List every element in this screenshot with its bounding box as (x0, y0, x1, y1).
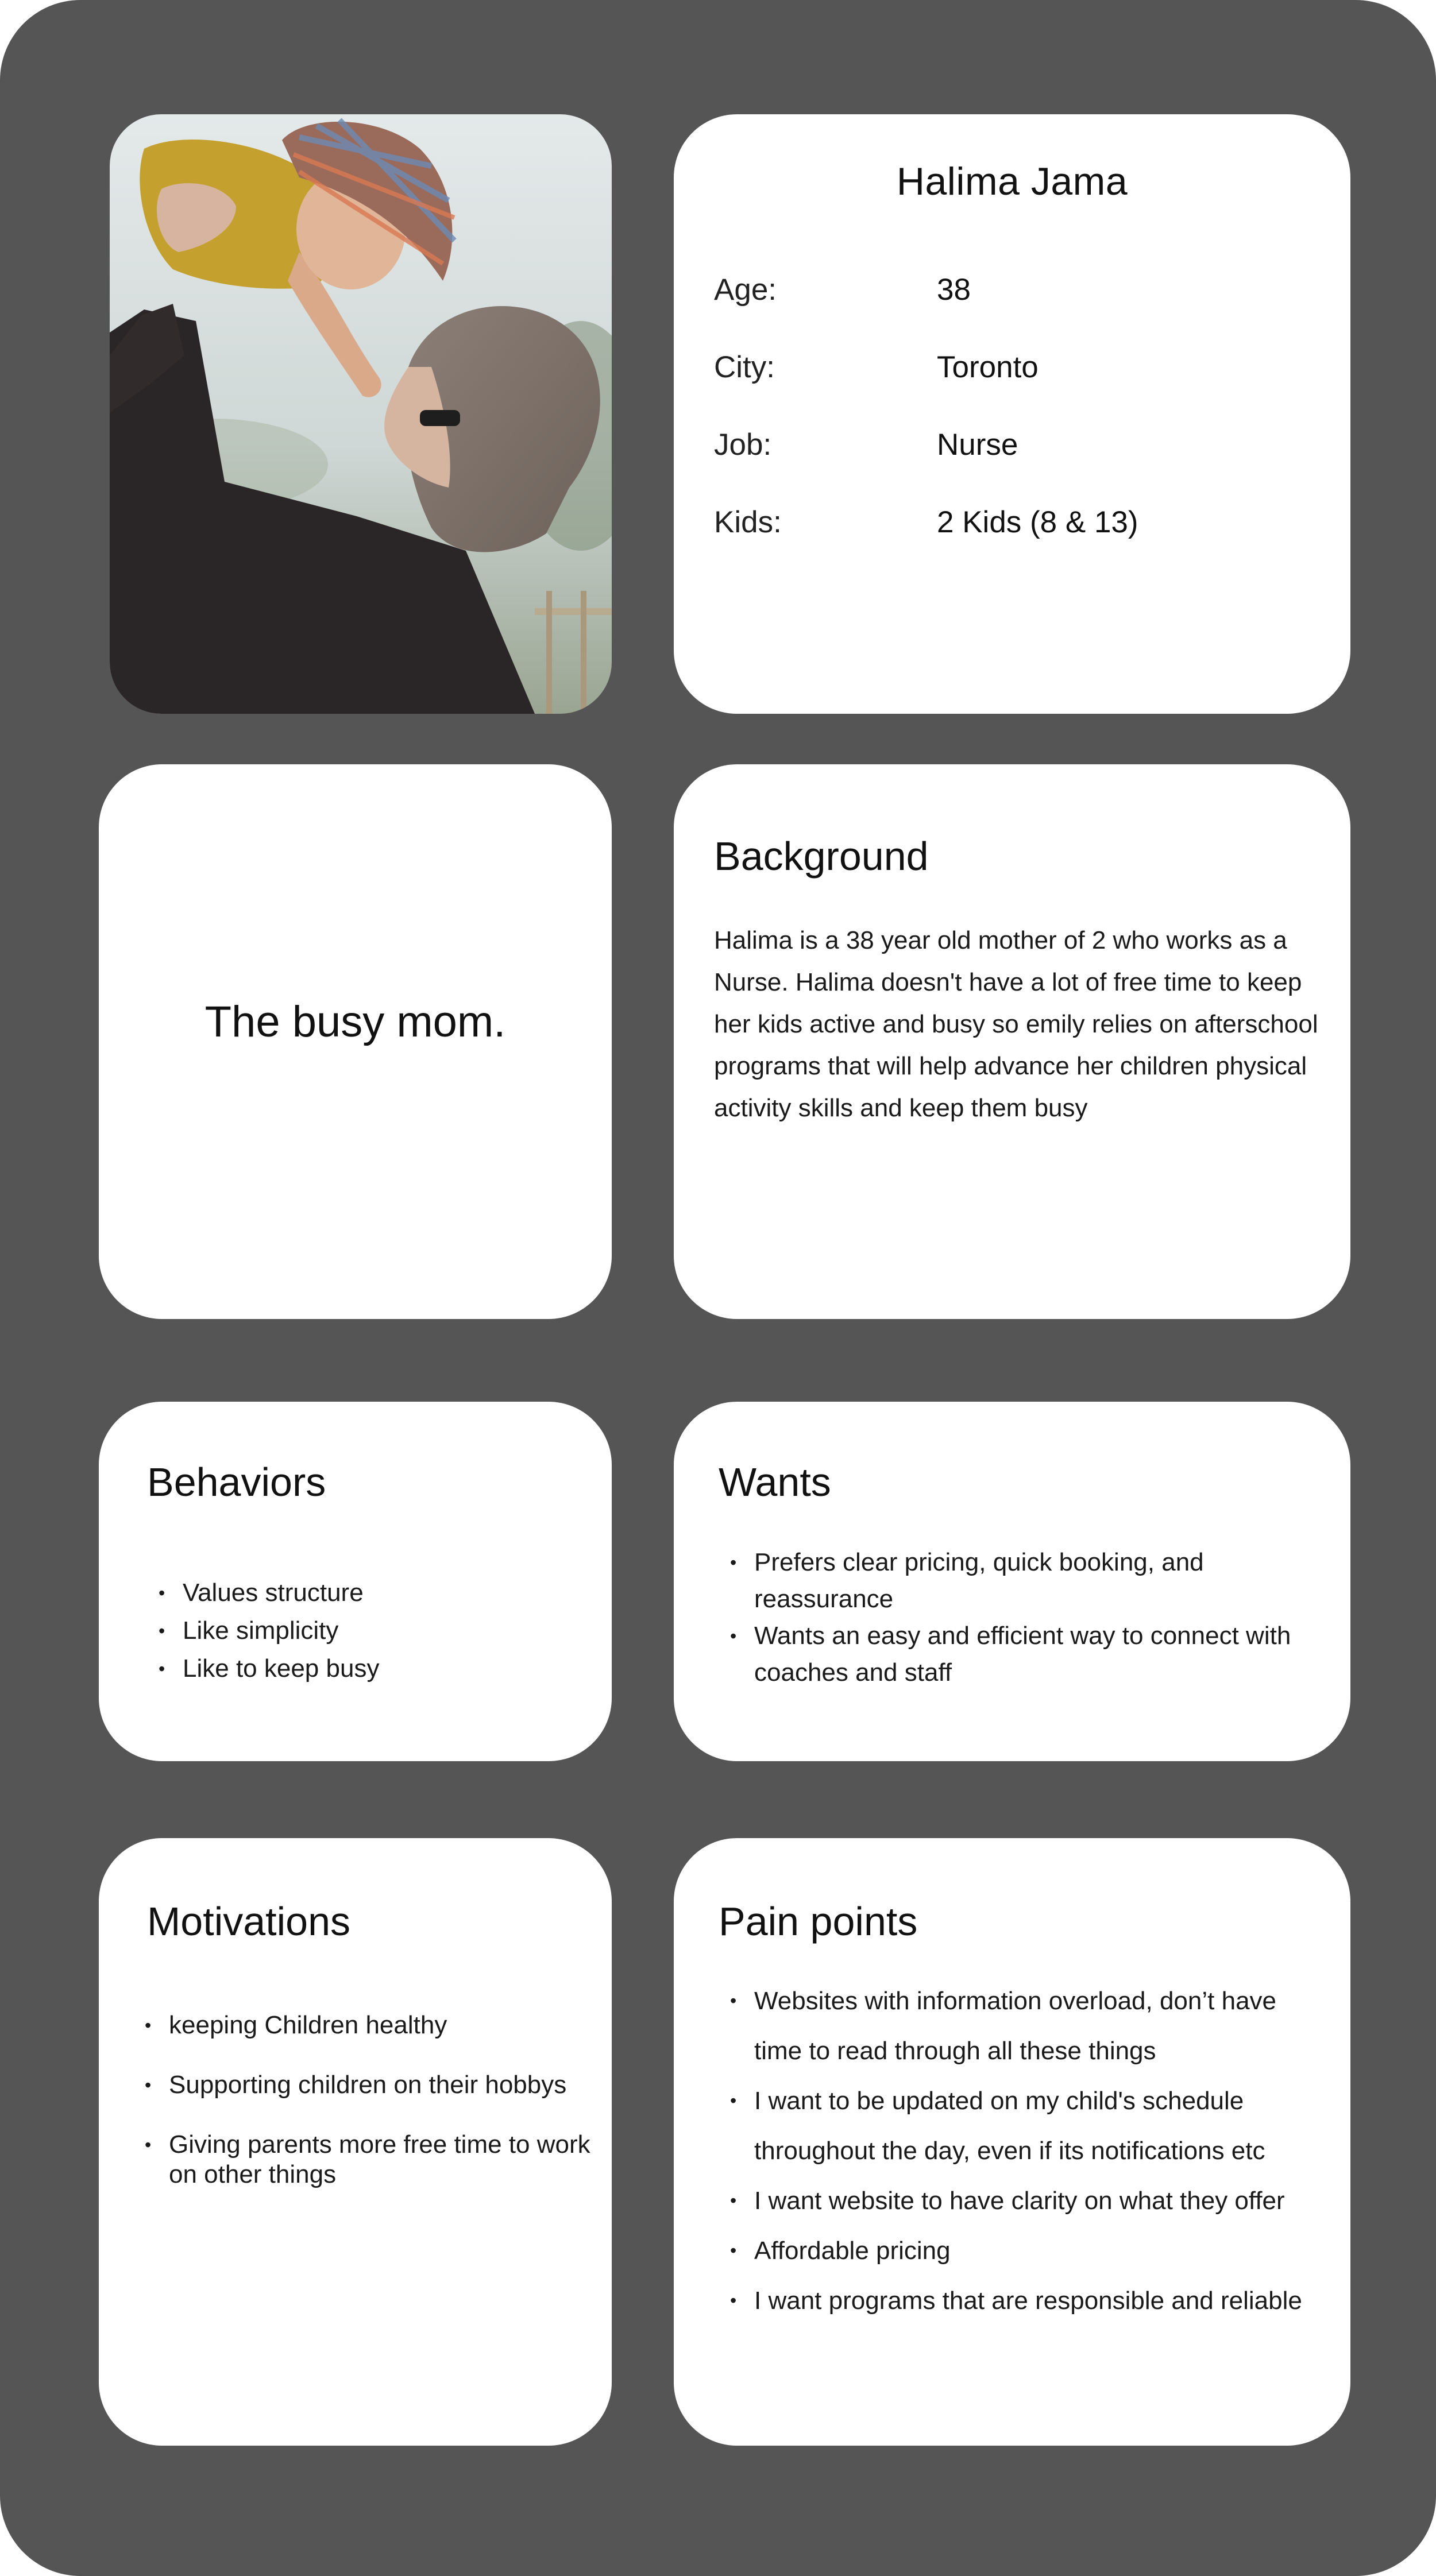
city-value: Toronto (937, 350, 1039, 384)
list-item: • keeping Children healthy (133, 2010, 593, 2040)
job-label: Job: (714, 428, 772, 462)
list-item: • Wants an easy and efficient way to connect with coaches and staff (719, 1618, 1293, 1691)
kids-label: Kids: (714, 505, 782, 539)
wants-card (674, 1402, 1350, 1761)
profile-card (674, 114, 1350, 714)
list-item: • Websites with information overload, don’t have time to read through all these things (719, 1976, 1304, 2076)
list-item: • Supporting children on their hobbys (133, 2070, 593, 2100)
list-item: • Giving parents more free time to work on other things (133, 2130, 593, 2190)
list-item: • Prefers clear pricing, quick booking, and reassurance (719, 1544, 1293, 1618)
behaviors-list (147, 1574, 379, 1688)
persona-photo (110, 114, 612, 714)
pain-points-card (674, 1838, 1350, 2446)
motivations-title: Motivations (147, 1899, 351, 1944)
motivations-card (99, 1838, 612, 2446)
city-label: City: (714, 350, 775, 384)
list-item: • Like simplicity (147, 1612, 379, 1650)
wants-title: Wants (719, 1460, 831, 1504)
list-item: • Like to keep busy (147, 1650, 379, 1688)
background-text: Halima is a 38 year old mother of 2 who works as a Nurse. Halima doesn't have a lot of free time to keep her kids active and busy so emily relies on afterschool programs that will help advance her children physical activity skills and keep them busy (714, 926, 1318, 1122)
list-item: • Values structure (147, 1574, 379, 1612)
behaviors-card (99, 1402, 612, 1761)
pain-points-title: Pain points (719, 1899, 918, 1944)
age-label: Age: (714, 273, 777, 307)
motivations-list (133, 2010, 593, 2190)
list-item: • I want website to have clarity on what they offer (719, 2176, 1304, 2226)
behaviors-title: Behaviors (147, 1460, 326, 1504)
age-value: 38 (937, 273, 971, 307)
list-item: • I want to be updated on my child's schedule throughout the day, even if its notifications etc (719, 2076, 1304, 2176)
list-item: • Affordable pricing (719, 2226, 1304, 2276)
list-item: • I want programs that are responsible and reliable (719, 2276, 1304, 2326)
job-value: Nurse (937, 428, 1018, 462)
persona-tagline: The busy mom. (204, 997, 506, 1046)
persona-name: Halima Jama (896, 160, 1128, 203)
background-title: Background (714, 834, 929, 879)
kids-value: 2 Kids (8 & 13) (937, 505, 1138, 539)
tagline-card (99, 764, 612, 1319)
background-card (674, 764, 1350, 1319)
pain-points-list (719, 1976, 1304, 2326)
wants-list (719, 1544, 1293, 1691)
